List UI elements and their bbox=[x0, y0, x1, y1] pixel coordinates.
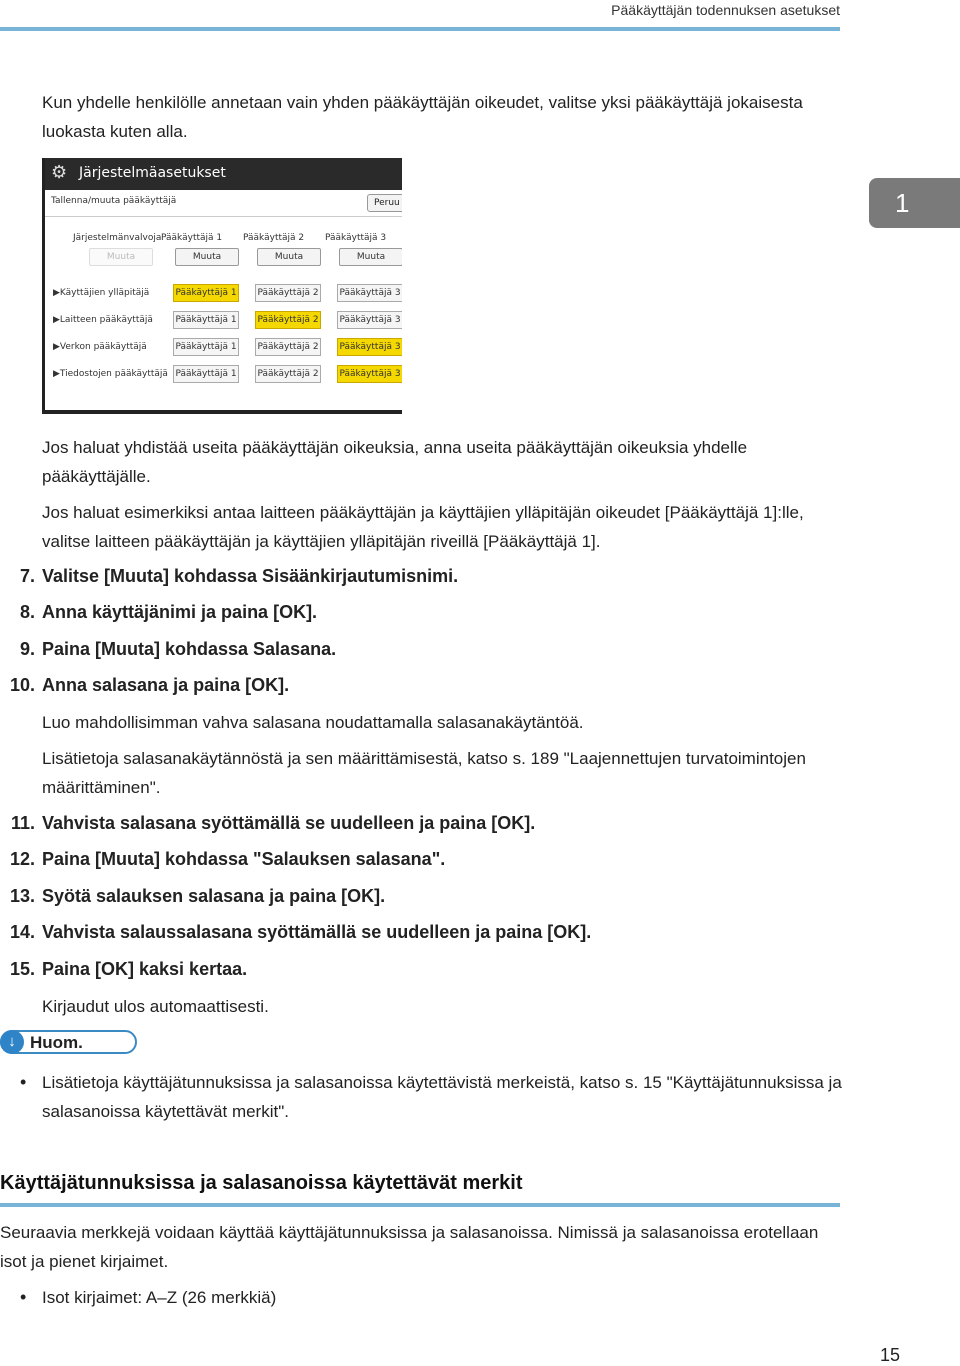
running-header: Pääkäyttäjän todennuksen asetukset bbox=[611, 2, 840, 18]
step10-note: Luo mahdollisimman vahva salasana noudattamalla salasanakäytäntöä. bbox=[42, 713, 584, 732]
step15-note: Kirjaudut ulos automaattisesti. bbox=[42, 997, 269, 1016]
admin-cell[interactable]: Pääkäyttäjä 2 bbox=[255, 365, 321, 383]
admin-cell[interactable]: Pääkäyttäjä 1 bbox=[173, 311, 239, 329]
header-rule bbox=[0, 27, 840, 31]
section-rule bbox=[0, 1203, 840, 1207]
admin-cell[interactable]: Pääkäyttäjä 3 bbox=[337, 311, 402, 329]
intro-paragraph: Kun yhdelle henkilölle annetaan vain yhden pääkäyttäjän oikeudet, valitse yksi pääkäyttäjä jokaisesta luokasta kuten alla. bbox=[42, 93, 803, 141]
step-7: 7. Valitse [Muuta] kohdassa Sisäänkirjautumisnimi. bbox=[19, 566, 459, 586]
admin-cell[interactable]: Pääkäyttäjä 2 bbox=[255, 311, 321, 329]
page-number: 15 bbox=[879, 1345, 900, 1365]
step-9: 9. Paina [Muuta] kohdassa Salasana. bbox=[19, 639, 337, 659]
section-body: Seuraavia merkkejä voidaan käyttää käyttäjätunnuksissa ja salasanoissa. Nimissä ja salasanoissa erotellaan isot ja pienet kirjaimet. bbox=[0, 1223, 819, 1271]
admin-cell[interactable]: Pääkäyttäjä 3 bbox=[337, 365, 402, 383]
combine-paragraph: Jos haluat yhdistää useita pääkäyttäjän oikeuksia, anna useita pääkäyttäjän oikeuksia yhdelle pääkäyttäjälle. bbox=[42, 438, 748, 486]
section-title: Käyttäjätunnuksissa ja salasanoissa käytettävät merkit bbox=[0, 1172, 523, 1194]
note-badge bbox=[0, 1030, 137, 1054]
modify-button[interactable]: Muuta bbox=[175, 248, 239, 266]
step-10: 10. Anna salasana ja paina [OK]. bbox=[9, 675, 290, 695]
admin-cell[interactable]: Pääkäyttäjä 3 bbox=[337, 338, 402, 356]
settings-screenshot bbox=[42, 158, 402, 414]
divider bbox=[45, 216, 402, 217]
gear-icon: ⚙ bbox=[51, 162, 68, 183]
cancel-button[interactable]: Peruu bbox=[367, 194, 402, 212]
column-header: Pääkäyttäjä 2 bbox=[243, 233, 305, 243]
row-label: ▶Laitteen pääkäyttäjä bbox=[53, 315, 153, 325]
admin-cell[interactable]: Pääkäyttäjä 1 bbox=[173, 365, 239, 383]
arrow-down-icon: ↓ bbox=[0, 1030, 24, 1054]
admin-cell[interactable]: Pääkäyttäjä 3 bbox=[337, 284, 402, 302]
modify-button[interactable]: Muuta bbox=[257, 248, 321, 266]
step-12: 12. Paina [Muuta] kohdassa "Salauksen salasana". bbox=[9, 849, 446, 869]
column-header: Järjestelmänvalvoja bbox=[73, 233, 162, 243]
screenshot-subtitle: Tallenna/muuta pääkäyttäjä bbox=[51, 196, 177, 206]
note-bullet: • Lisätietoja käyttäjätunnuksissa ja salasanoissa käytettävistä merkeistä, katso s. 15 "Käyttäjätunnuksissa ja salasanoissa käytettävät merkit". bbox=[42, 1068, 842, 1126]
column-header: Pääkäyttäjä 3 bbox=[325, 233, 387, 243]
step-13: 13. Syötä salauksen salasana ja paina [OK]. bbox=[9, 886, 386, 906]
step10-reference: Lisätietoja salasanakäytännöstä ja sen määrittämisestä, katso s. 189 "Laajennettujen turvatoimintojen määrittäminen". bbox=[42, 749, 806, 797]
step-8: 8. Anna käyttäjänimi ja paina [OK]. bbox=[19, 602, 318, 622]
screenshot-titlebar bbox=[45, 158, 402, 190]
row-label: ▶Tiedostojen pääkäyttäjä bbox=[53, 369, 168, 379]
step-14: 14. Vahvista salaussalasana syöttämällä se uudelleen ja paina [OK]. bbox=[9, 922, 592, 942]
step-15: 15. Paina [OK] kaksi kertaa. bbox=[9, 959, 248, 979]
admin-cell[interactable]: Pääkäyttäjä 1 bbox=[173, 338, 239, 356]
modify-button[interactable]: Muuta bbox=[339, 248, 402, 266]
screenshot-title: Järjestelmäasetukset bbox=[79, 165, 226, 181]
chapter-tab: 1 bbox=[869, 178, 960, 228]
section-bullet: • Isot kirjaimet: A–Z (26 merkkiä) bbox=[42, 1283, 842, 1312]
note-label: Huom. bbox=[30, 1033, 83, 1052]
modify-button: Muuta bbox=[89, 248, 153, 266]
admin-cell[interactable]: Pääkäyttäjä 1 bbox=[173, 284, 239, 302]
column-header: Pääkäyttäjä 1 bbox=[161, 233, 223, 243]
step-11: 11. Vahvista salasana syöttämällä se uudelleen ja paina [OK]. bbox=[10, 813, 536, 833]
admin-cell[interactable]: Pääkäyttäjä 2 bbox=[255, 284, 321, 302]
row-label: ▶Käyttäjien ylläpitäjä bbox=[53, 288, 150, 298]
row-label: ▶Verkon pääkäyttäjä bbox=[53, 342, 147, 352]
admin-cell[interactable]: Pääkäyttäjä 2 bbox=[255, 338, 321, 356]
example-paragraph: Jos haluat esimerkiksi antaa laitteen pääkäyttäjän ja käyttäjien ylläpitäjän oikeudet [Pääkäyttäjä 1]:lle, valitse laitteen pääkäyttäjän ja käyttäjien ylläpitäjän riveillä [Pääkäyttäjä 1]. bbox=[42, 503, 804, 551]
